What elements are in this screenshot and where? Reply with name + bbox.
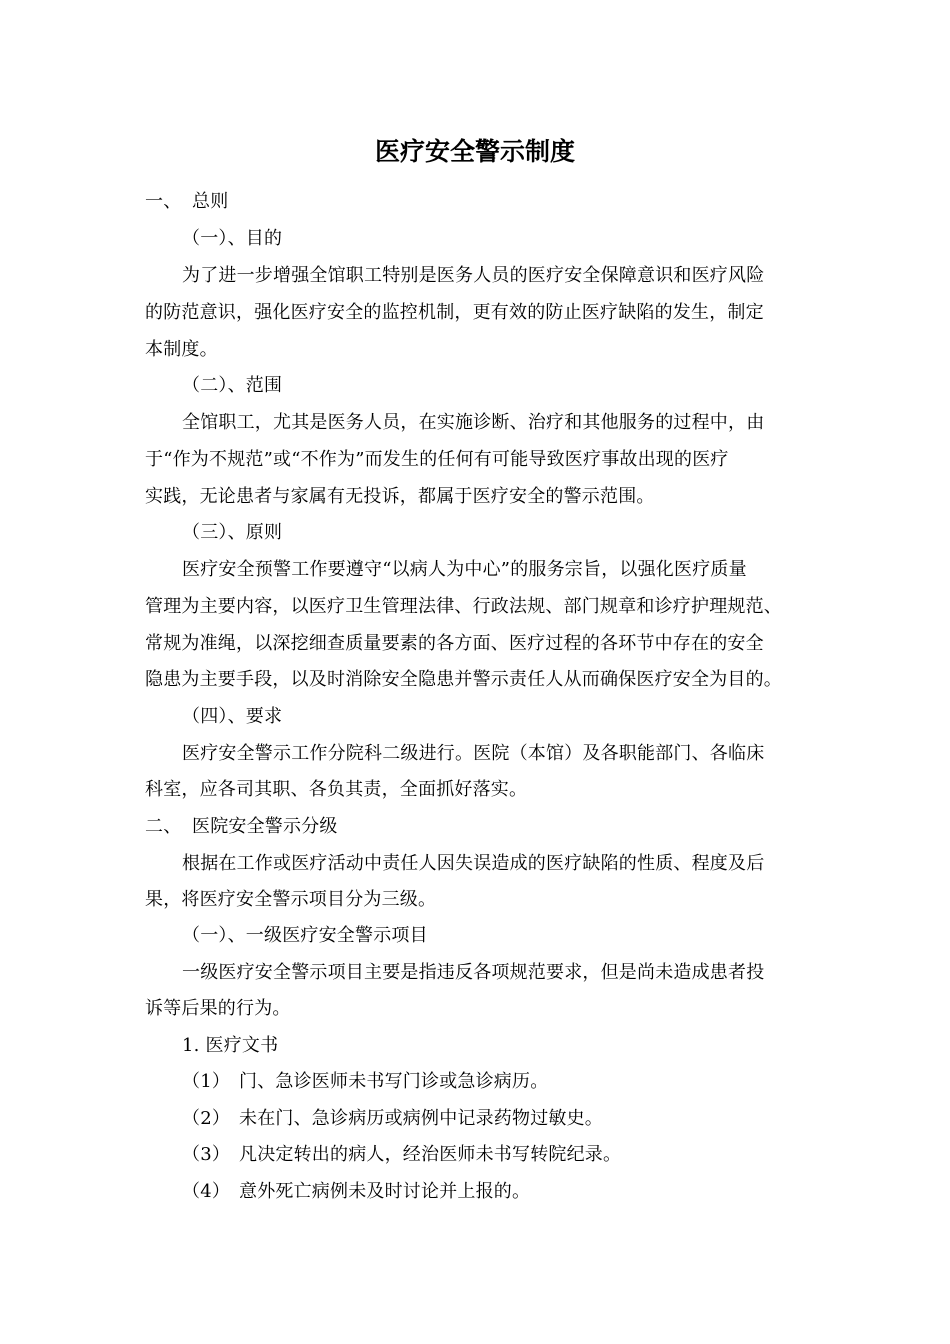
item-text: 意外死亡病例未及时讨论并上报的。 bbox=[239, 1181, 531, 1202]
paragraph-line: 为了进一步增强全馆职工特别是医务人员的医疗安全保障意识和医疗风险 bbox=[182, 265, 765, 286]
paragraph-line: 一级医疗安全警示项目主要是指违反各项规范要求，但是尚未造成患者投 bbox=[182, 962, 765, 983]
paragraph-line: 全馆职工，尤其是医务人员，在实施诊断、治疗和其他服务的过程中，由 bbox=[182, 412, 765, 433]
section-title: 医院安全警示分级 bbox=[192, 816, 338, 837]
paragraph-line: 诉等后果的行为。 bbox=[145, 998, 291, 1019]
paragraph-line: 科室，应各司其职、各负其责，全面抓好落实。 bbox=[145, 779, 528, 800]
paragraph-line: 隐患为主要手段，以及时消除安全隐患并警示责任人从而确保医疗安全为目的。 bbox=[145, 669, 782, 690]
paragraph-line: 果，将医疗安全警示项目分为三级。 bbox=[145, 889, 437, 910]
list-item bbox=[182, 1178, 530, 1206]
paragraph-line: 根据在工作或医疗活动中责任人因失误造成的医疗缺陷的性质、程度及后 bbox=[182, 853, 765, 874]
item-number: （2） bbox=[182, 1108, 231, 1129]
section-heading-1 bbox=[145, 188, 228, 216]
item-number: （3） bbox=[182, 1144, 231, 1165]
section-number: 一、 bbox=[145, 191, 182, 212]
item-text: 未在门、急诊病历或病例中记录药物过敏史。 bbox=[239, 1108, 603, 1129]
paragraph-line: 医疗安全警示工作分院科二级进行。医院（本馆）及各职能部门、各临床 bbox=[182, 743, 765, 764]
subsection-heading: （一）、一级医疗安全警示项目 bbox=[182, 925, 428, 946]
paragraph-line: 常规为准绳，以深挖细查质量要素的各方面、医疗过程的各环节中存在的安全 bbox=[145, 633, 764, 654]
paragraph-line: 于“作为不规范”或“不作为”而发生的任何有可能导致医疗事故出现的医疗 bbox=[145, 449, 729, 470]
subsection-heading: （一）、目的 bbox=[182, 228, 283, 249]
item-text: 凡决定转出的病人，经治医师未书写转院纪录。 bbox=[239, 1144, 622, 1165]
item-text: 门、急诊医师未书写门诊或急诊病历。 bbox=[239, 1071, 549, 1092]
subsection-heading: （四）、要求 bbox=[182, 706, 283, 727]
paragraph-line: 本制度。 bbox=[145, 339, 218, 360]
paragraph-line: 医疗安全预警工作要遵守“以病人为中心”的服务宗旨，以强化医疗质量 bbox=[182, 559, 747, 580]
item-number: （4） bbox=[182, 1181, 231, 1202]
category-heading: 1. 医疗文书 bbox=[182, 1035, 279, 1056]
list-item bbox=[182, 1105, 603, 1133]
subsection-heading: （三）、原则 bbox=[182, 522, 283, 543]
item-number: （1） bbox=[182, 1071, 231, 1092]
section-heading-2 bbox=[145, 813, 338, 841]
paragraph-line: 管理为主要内容，以医疗卫生管理法律、行政法规、部门规章和诊疗护理规范、 bbox=[145, 596, 782, 617]
list-item bbox=[182, 1141, 621, 1169]
paragraph-line: 的防范意识，强化医疗安全的监控机制，更有效的防止医疗缺陷的发生，制定 bbox=[145, 302, 764, 323]
section-title: 总则 bbox=[192, 191, 229, 212]
subsection-heading: （二）、范围 bbox=[182, 375, 283, 396]
section-number: 二、 bbox=[145, 816, 182, 837]
document-title: 医疗安全警示制度 bbox=[374, 137, 575, 166]
list-item bbox=[182, 1068, 548, 1096]
paragraph-line: 实践，无论患者与家属有无投诉，都属于医疗安全的警示范围。 bbox=[145, 486, 655, 507]
